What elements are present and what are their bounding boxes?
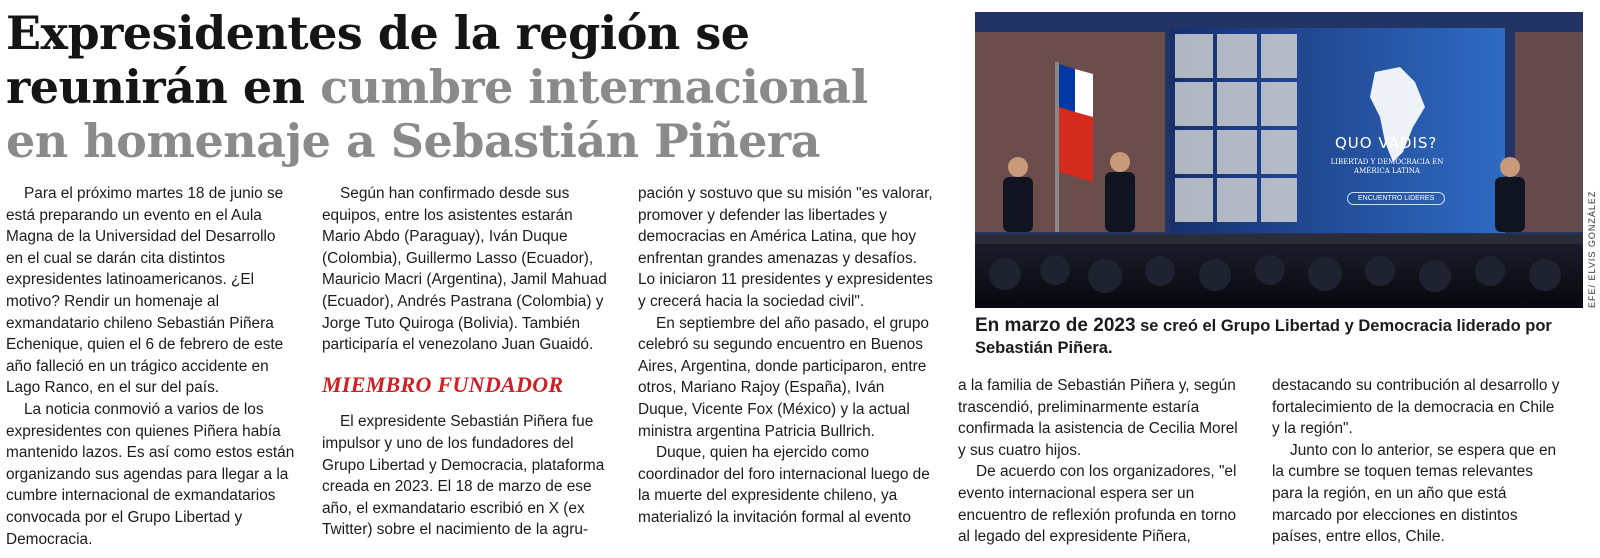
section-subhead: MIEMBRO FUNDADOR: [322, 371, 564, 397]
headline-line-2: [6, 60, 936, 114]
paragraph-continued: pación y sostuvo que su misión "es valorar, promover y defender las libertades y democracias en América Latina, que hoy enfrentan grandes amenazas y desafíos. Lo iniciaron 11 presidentes y expresidentes y crecerá hacia la sociedad civil".: [638, 185, 933, 310]
headline-line-2-grey: cumbre internacional: [320, 60, 868, 114]
headline-line-2-dark: reunirán en: [6, 60, 321, 114]
paragraph-continued: a la familia de Sebastián Piñera y, según trascendió, preliminarmente estaría confirmada la asistencia de Cecilia Morel y sus cuatro hijos.: [958, 377, 1238, 459]
article-column-3: [638, 183, 934, 529]
paragraph: En septiembre del año pasado, el grupo celebró su segundo encuentro en Buenos Aires, Argentina, donde participaron, entre otros, Mariano Rajoy (España), Iván Duque, Vicente Fox (México) y la actual ministra argentina Patricia Bullrich.: [638, 314, 929, 440]
paragraph: Según han confirmado desde sus equipos, entre los asistentes estarán Mario Abdo (Paraguay), Iván Duque (Colombia), Guillermo Lasso (Ecuador), Mauricio Macri (Argentina), Jamil Mahuad (Ecuador), Andrés Pastrana (Colombia) y Jorge Tuto Quiroga (Bolivia). También participaría el venezolano Juan Guaidó.: [322, 185, 607, 354]
paragraph: La noticia conmovió a varios de los expresidentes con quienes Piñera había mantenido lazos. Es así como estos están organizando sus agendas para llegar a la cumbre internacional de exmandatarios convocada por el Grupo Libertad y Democracia.: [6, 400, 295, 548]
paragraph: Duque, quien ha ejercido como coordinador del foro internacional luego de la muerte del expresidente chileno, ya materializó la invitación formal al evento: [638, 444, 930, 526]
photo-caption: [975, 315, 1585, 359]
paragraph-continued: destacando su contribución al desarrollo y fortalecimiento de la democracia en Chile y la región".: [1272, 377, 1560, 438]
article-column-2: [322, 183, 614, 541]
paragraph: Junto con lo anterior, se espera que en la cumbre se toquen temas relevantes para la región, en un año que está marcado por elecciones en distintos países, entre ellos, Chile.: [1272, 441, 1557, 546]
event-photo: [975, 12, 1583, 308]
paragraph: El expresidente Sebastián Piñera fue impulsor y uno de los fundadores del Grupo Libertad y Democracia, plataforma creada en 2023. El 18 de marzo de ese año, el exmandatario escribió en X (ex Twitter) sobre el nacimiento de la agru-: [322, 413, 605, 539]
article-column-4: [958, 375, 1246, 548]
screen-button: ENCUENTRO LIDERES: [1347, 192, 1445, 205]
paragraph: Para el próximo martes 18 de junio se está preparando un evento en el Aula Magna de la Universidad del Desarrollo en el cual se darán cita distintos expresidentes latinoamericanos. ¿El motivo? Rendir un homenaje al exmandatario chileno Sebastián Piñera Echenique, quien el 6 de febrero de este año falleció en un trágico accidente en Lago Ranco, en el sur del país.: [6, 185, 284, 397]
screen-subtitle: LIBERTAD Y DEMOCRACIA EN AMÉRICA LATINA: [1330, 158, 1444, 175]
headline: [6, 6, 936, 168]
screen-title: QUO VADIS?: [1335, 134, 1438, 152]
paragraph: De acuerdo con los organizadores, "el evento internacional espera ser un encuentro de reflexión profunda en torno al legado del expresidente Piñera,: [958, 463, 1237, 546]
headline-line-3: en homenaje a Sebastián Piñera: [6, 114, 820, 168]
article-column-5: [1272, 375, 1562, 548]
caption-lead: En marzo de 2023: [975, 315, 1136, 336]
conference-stage-illustration: [975, 12, 1583, 308]
caption-text: se creó el Grupo Libertad y Democracia liderado por Sebastián Piñera.: [975, 317, 1552, 357]
headline-line-1: Expresidentes de la región se: [6, 6, 750, 60]
article-column-1: [6, 183, 296, 550]
photo-credit: EFE/ ELVIS GONZÁLEZ: [1587, 190, 1597, 308]
